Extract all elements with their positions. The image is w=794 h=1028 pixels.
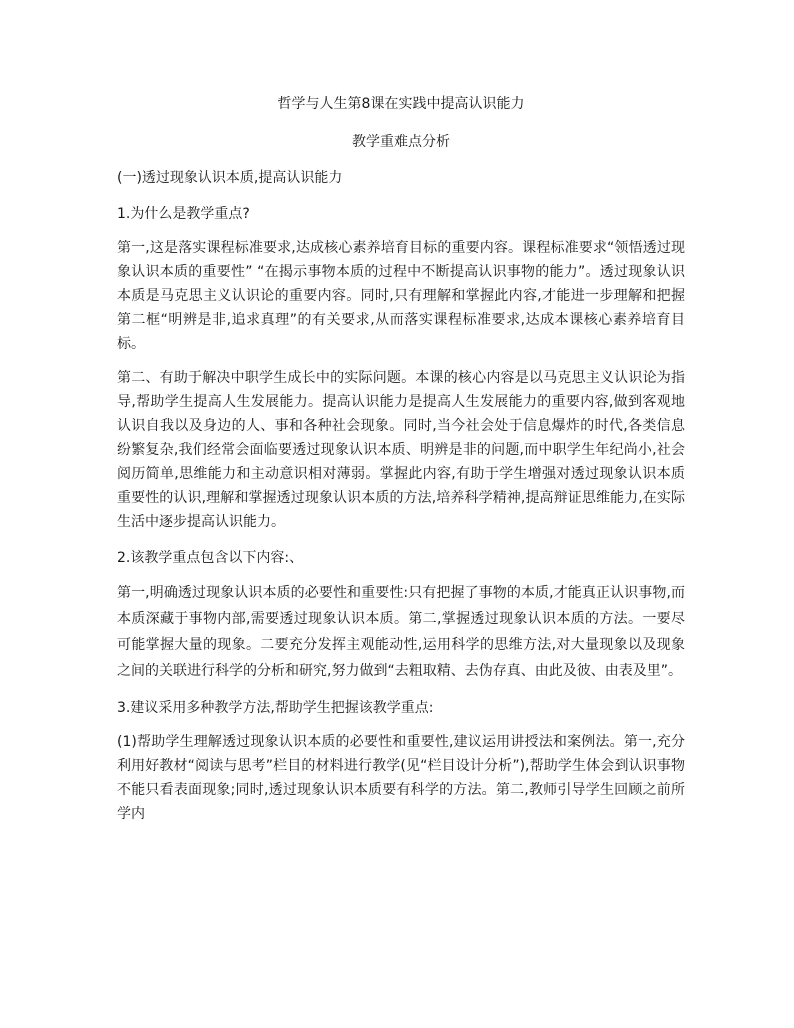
- question-2-heading: 2.该教学重点包含以下内容:、: [117, 550, 304, 566]
- document-subtitle: 教学重难点分析: [352, 134, 450, 150]
- question-3-heading: 3.建议采用多种教学方法,帮助学生把握该教学重点:: [117, 700, 434, 716]
- question-1-heading: 1.为什么是教学重点?: [117, 206, 250, 222]
- document-page: [117, 92, 685, 826]
- section-heading: (一)透过现象认识本质,提高认识能力: [117, 170, 343, 186]
- document-title: 哲学与人生第8课在实践中提高认识能力: [277, 96, 525, 112]
- question-2-paragraph: 第一,明确透过现象认识本质的必要性和重要性:只有把握了事物的本质,才能真正认识事物,而本质深藏于事物内部,需要透过现象认识本质。第二,掌握透过现象认识本质的方法。一要尽可能掌握大量的现象。二要充分发挥主观能动性,运用科学的思维方法,对大量现象以及现象之间的关联进行科学的分析和研究,努力做到“去粗取精、去伪存真、由此及彼、由表及里”。: [117, 585, 685, 679]
- question-3-paragraph: (1)帮助学生理解透过现象认识本质的必要性和重要性,建议运用讲授法和案例法。第一,充分利用好教材“阅读与思考”栏目的材料进行教学(见“栏目设计分析”),帮助学生体会到认识事物不能只看表面现象;同时,透过现象认识本质要有科学的方法。第二,教师引导学生回顾之前所学内: [117, 734, 685, 822]
- question-1-paragraph-1: 第一,这是落实课程标准要求,达成核心素养培育目标的重要内容。课程标准要求“领悟透过现象认识本质的重要性” “在揭示事物本质的过程中不断提高认识事物的能力”。透过现象认识本质是马克思主义认识论的重要内容。同时,只有理解和掌握此内容,才能进一步理解和把握第二框“明辨是非,追求真理”的有关要求,从而落实课程标准要求,达成本课核心素养培育目标。: [117, 240, 685, 352]
- question-1-paragraph-2: 第二、有助于解决中职学生成长中的实际问题。本课的核心内容是以马克思主义认识论为指导,帮助学生提高人生发展能力。提高认识能力是提高人生发展能力的重要内容,做到客观地认识自我以及身边的人、事和各种社会现象。同时,当今社会处于信息爆炸的时代,各类信息纷繁复杂,我们经常会面临要透过现象认识本质、明辨是非的问题,而中职学生年纪尚小,社会阅历简单,思维能力和主动意识相对薄弱。掌握此内容,有助于学生增强对透过现象认识本质重要性的认识,理解和掌握透过现象认识本质的方法,培养科学精神,提高辩证思维能力,在实际生活中逐步提高认识能力。: [117, 370, 685, 530]
